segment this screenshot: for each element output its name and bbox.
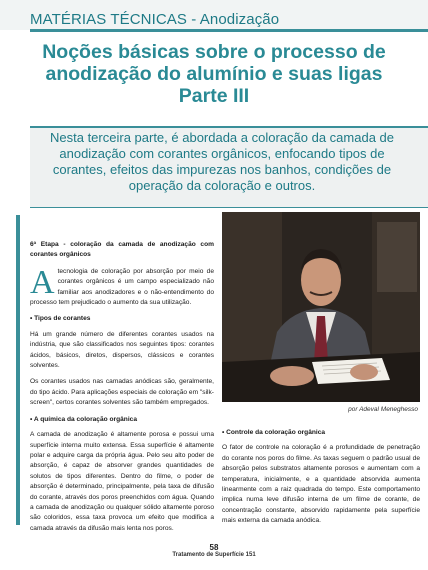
paragraph-chemistry: A camada de anodização é altamente porosa e possui uma superfície interna muito extensa. Essa superfície é altamente polar e adquire carga da própria água. Pelo seu alto poder de absorção, é capaz de absorver grandes quantidades de solutos de tipos diferentes. Dentro do filme, o poder de absorção é determinado, principalmente, pela taxa de difusão do corante, através dos poros preenchidos com água. Quando a camada de anodização ou qualquer sólido altamente poroso são coloridos, essa taxa provoca um efeito que modifica a camada através da difusão mais lenta nos poros. [30, 431, 214, 532]
title-line-1: Noções básicas sobre o processo de [42, 41, 386, 63]
author-photo [222, 212, 420, 402]
paragraph-control: O fator de controle na coloração é a profundidade de penetração do corante nos poros do filme. As taxas seguem o padrão usual de absorção pelos substratos altamente porosos e aumentam com a temperatura, inicialmente, e a quantidade absorvida aumenta linearmente com a raiz quadrada do tempo. Este comportamento implica numa leve difusão interna de um filme de corante, de concentração constante, absorvido rapidamente pela superfície mais externa da camada anódica. [222, 444, 420, 525]
title-line-2: anodização do alumínio e suas ligas [45, 63, 383, 85]
page-number: 58 [209, 543, 219, 552]
article-title [0, 41, 428, 107]
drop-cap: A [30, 263, 55, 301]
caption-author: Adeval Meneghesso [359, 406, 418, 413]
subheading-control: • Controle da coloração orgânica [222, 429, 326, 436]
author-photo-illustration [222, 212, 420, 402]
subheading-chemistry: • A química da coloração orgânica [30, 415, 137, 423]
page-footer [0, 543, 428, 558]
paragraph-acid-dyes: Os corantes usados nas camadas anódicas são, geralmente, do tipo ácido. Para aplicações especiais de coloração em "silk-screen", certos corantes solventes são também empregados. [30, 378, 214, 407]
section-divider [30, 29, 428, 32]
caption-prefix: por [348, 406, 358, 413]
journal-name: Tratamento de Superfície 151 [172, 552, 256, 558]
photo-caption [232, 406, 418, 413]
intro-paragraph [30, 263, 214, 309]
lead-paragraph: Nesta terceira parte, é abordada a coloração da camada de anodização com corantes orgânicos, enfocando tipos de corantes, efeitos das impurezas nos banhos, condições de operação da coloração e outros. [50, 130, 394, 193]
stage-heading: 6ª Etapa - coloração da camada de anodização com corantes orgânicos [30, 241, 214, 259]
side-accent-bar [16, 215, 20, 525]
subheading-dye-types: • Tipos de corantes [30, 315, 91, 323]
paragraph-dye-types: Há um grande número de diferentes corantes usados na indústria, que são classificados nos seguintes tipos: corantes ácidos, básicos, diretos, dispersos, clássicos e corantes solventes. [30, 330, 214, 370]
intro-text: tecnologia de coloração por absorção por meio de corantes orgânicos é um campo especializado não familiar aos anodizadores e o não-entendimento do processo tem prejudicado o aumento da sua utilização. [30, 267, 214, 307]
section-label: MATÉRIAS TÉCNICAS - Anodização [30, 11, 280, 28]
right-column [222, 428, 420, 527]
left-column [30, 240, 214, 540]
title-line-3: Parte III [178, 85, 250, 107]
